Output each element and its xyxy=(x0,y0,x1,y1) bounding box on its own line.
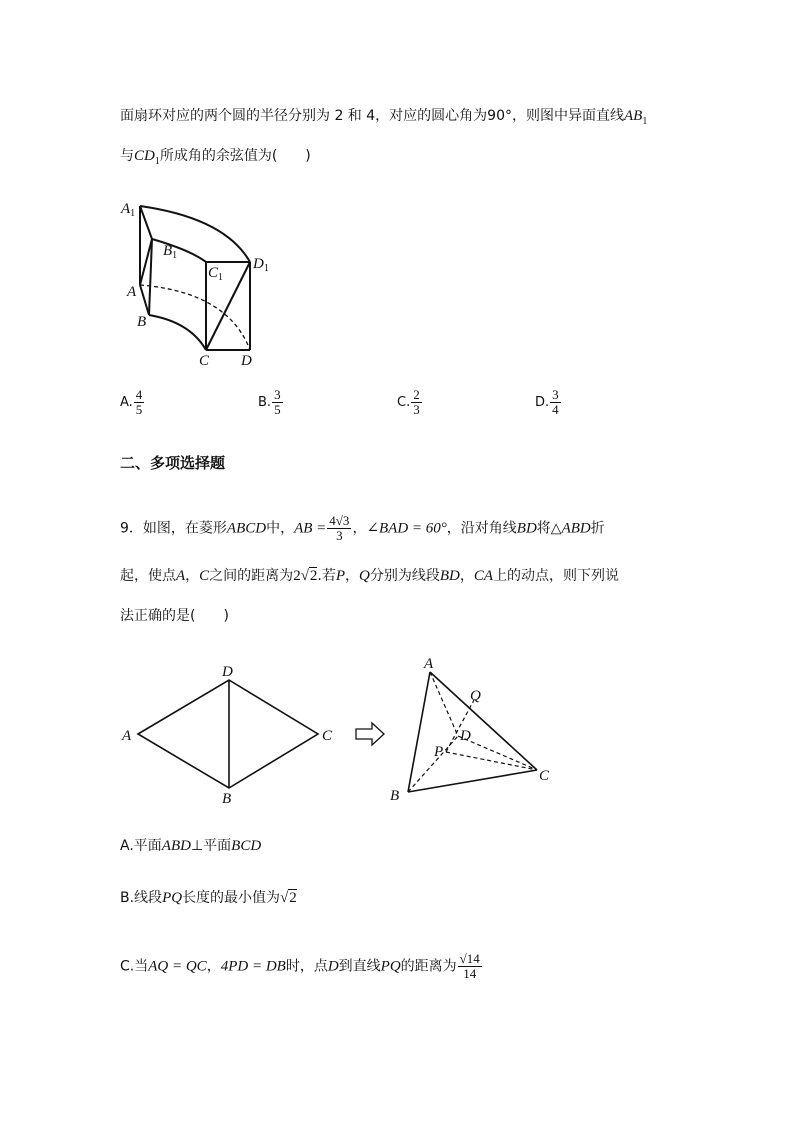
fig2-label-p: P xyxy=(434,744,444,760)
fig1-label-d: D xyxy=(222,664,233,680)
label-c: C xyxy=(199,353,210,369)
q8-line1: 面扇环对应的两个圆的半径分别为 2 和 4，对应的圆心角为90°，则图中异面直线 xyxy=(120,108,624,124)
fig2-label-b: B xyxy=(390,788,400,804)
q9-option-a: A.平面ABD⊥平面BCD xyxy=(120,838,262,854)
q9-text-line2: 起，使点A，C之间的距离为2√2.若P，Q分别为线段BD，CA上的动点，则下列说 xyxy=(120,568,620,584)
inner-top-arc xyxy=(152,239,206,262)
fig1-label-b: B xyxy=(222,791,232,807)
arrow-icon xyxy=(356,723,384,745)
label-b1: $B_1$ xyxy=(163,243,178,261)
q8-line2-post: 所成角的余弦值为( ) xyxy=(159,148,311,164)
label-d: D xyxy=(241,353,252,369)
hidden-edges xyxy=(408,672,537,792)
q8-seg-ab1: $AB_1$ xyxy=(623,108,648,127)
label-a: A xyxy=(127,284,137,300)
q9-option-b: B.线段PQ长度的最小值为√2 xyxy=(120,890,297,906)
fig2-label-q: Q xyxy=(470,688,481,704)
label-b: B xyxy=(137,314,147,330)
label-a1: $A_1$ xyxy=(121,201,136,219)
fig2-label-c: C xyxy=(539,768,550,784)
tetrahedron-figure xyxy=(408,672,537,792)
section-heading: 二、多项选择题 xyxy=(120,454,226,472)
q9-option-c: C.当AQ = QC，4PD = DB时，点D到直线PQ的距离为 $\frac{√14}{14}$ xyxy=(120,951,480,981)
q8-line2-pre: 与 xyxy=(120,148,134,164)
label-d1: $D_1$ xyxy=(253,256,269,274)
fig1-label-a: A xyxy=(122,728,132,744)
q9-text-line3: 法正确的是( ) xyxy=(120,608,229,624)
q8-seg-cd1: $CD_1$ xyxy=(134,148,160,167)
fig2-label-d: D xyxy=(460,728,471,744)
q8-option-c: C. $\frac{2}{3}$ xyxy=(397,387,420,417)
fig1-label-c: C xyxy=(322,728,333,744)
outer-top-arc xyxy=(140,206,250,262)
hidden-arc xyxy=(140,285,250,350)
q8-option-b: B. $\frac{3}{5}$ xyxy=(258,387,281,417)
q8-option-a: A. $\frac{4}{5}$ xyxy=(120,387,143,417)
q8-text-line1 xyxy=(120,106,647,132)
rhombus-figure xyxy=(138,680,318,788)
bottom-inner-arc xyxy=(149,315,206,350)
label-c1: $C_1$ xyxy=(208,265,224,283)
q8-option-d: D. $\frac{3}{4}$ xyxy=(535,387,559,417)
q8-text-line2 xyxy=(120,146,311,172)
q9-text-line1: 9．如图，在菱形ABCD中，AB = $\frac{4√3}{3}$ ，∠BAD = 60°，沿对角线BD将△ABD折 xyxy=(120,513,605,543)
fig2-label-a: A xyxy=(424,656,434,672)
